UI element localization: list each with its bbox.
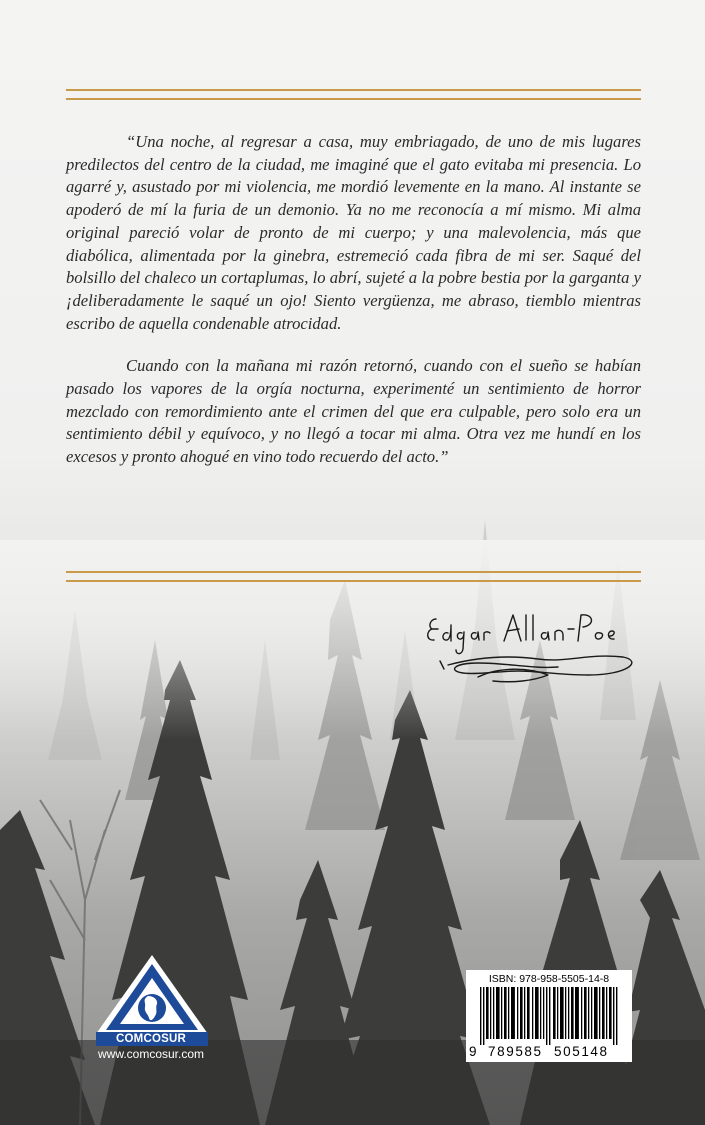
top-gold-rule (66, 89, 641, 100)
publisher-url: www.comcosur.com (97, 1047, 205, 1061)
isbn-barcode (466, 970, 632, 1062)
barcode-digit-first: 9 (469, 1044, 477, 1059)
isbn-label: ISBN: 978-958-5505-14-8 (488, 973, 610, 985)
barcode-digits (466, 1044, 632, 1060)
author-signature (418, 605, 643, 695)
quote-paragraph-1: “Una noche, al regresar a casa, muy embriagado, de uno de mis lugares predilectos del centro de la ciudad, me imaginé que el gato evitaba mi presencia. Lo agarré y, asustado por mi violencia, me mordió levemente en la mano. Al instante se apoderó de mí la furia de un demonio. Ya no me reconocía a mí mismo. Mi alma original pareció volar de pronto de mi cuerpo; y una malevolencia, más que diabólica, alimentada por la ginebra, estremeció cada fibra de mi ser. Saqué del bolsillo del chaleco un cortaplumas, lo abrí, sujeté a la pobre bestia por la garganta y ¡deliberadamente le saqué un ojo! Siento vergüenza, me abraso, tiemblo mientras escribo de aquella condenable atrocidad. (66, 132, 641, 333)
bottom-gold-rule (66, 571, 641, 582)
publisher-name: COMCOSUR (116, 1033, 186, 1045)
quote-text (66, 131, 641, 489)
barcode-digits-left: 789585 (488, 1044, 543, 1059)
comcosur-logo (92, 952, 212, 1062)
barcode-bars (474, 987, 624, 1045)
quote-paragraph-2: Cuando con la mañana mi razón retornó, cuando con el sueño se habían pasado los vapores de la orgía nocturna, experimenté un sentimiento de horror mezclado con remordimiento ante el crimen del que era culpable, pero solo era un sentimiento débil y equívoco, y no llegó a tocar mi alma. Otra vez me hundí en los excesos y pronto ahogué en vino todo recuerdo del acto.” (66, 356, 641, 467)
barcode-digits-right: 505148 (554, 1044, 609, 1059)
